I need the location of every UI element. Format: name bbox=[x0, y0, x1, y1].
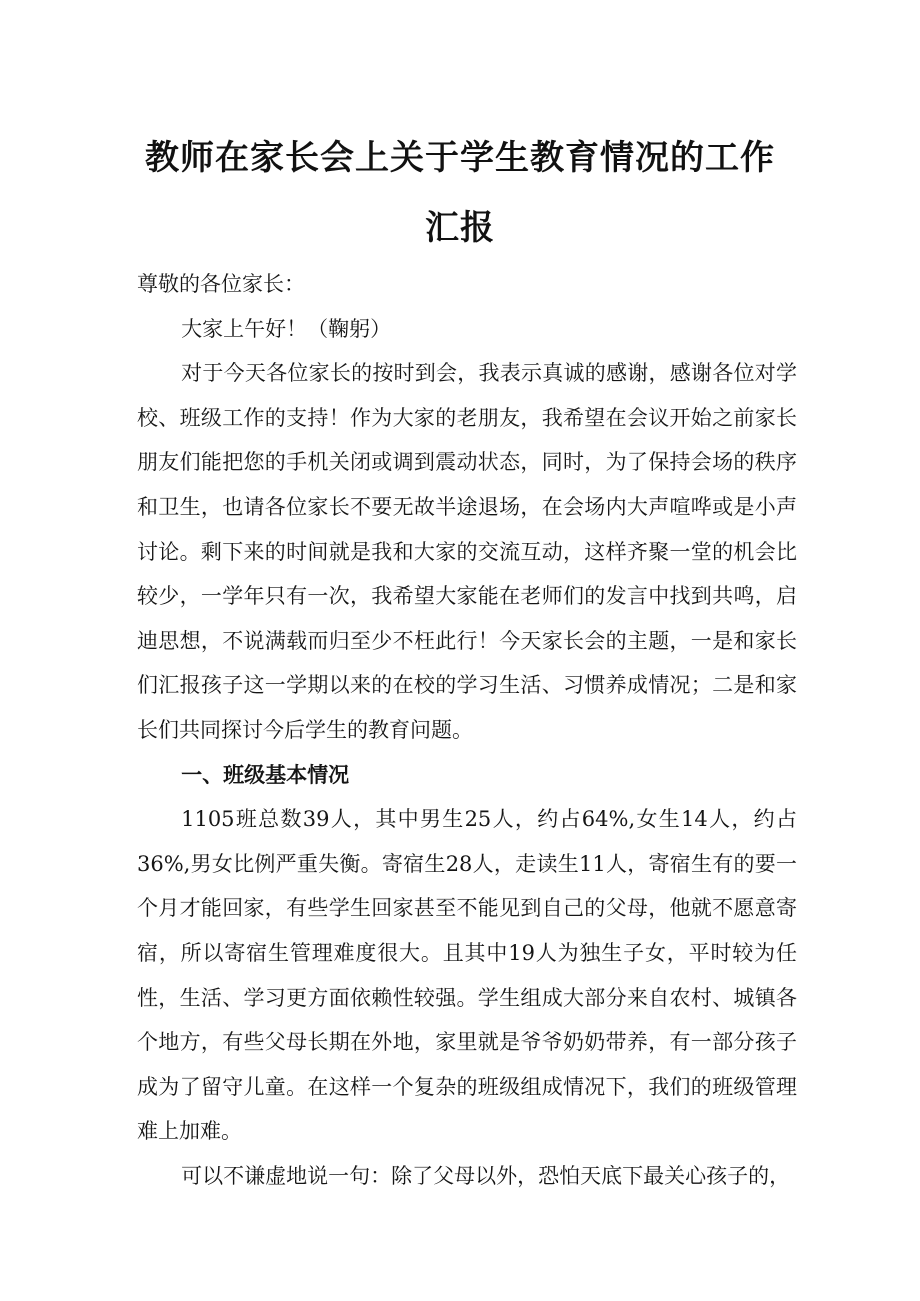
section-heading-class-info: 一、班级基本情况 bbox=[181, 762, 350, 787]
document-title-line-1: 教师在家长会上关于学生教育情况的工作 bbox=[145, 138, 775, 178]
paragraph-closing: 可以不谦虚地说一句：除了父母以外，恐怕天底下最关心孩子的， bbox=[181, 1163, 791, 1188]
document-title-line-2: 汇报 bbox=[425, 208, 495, 248]
document-body bbox=[137, 262, 797, 1198]
paragraph-intro: 对于今天各位家长的按时到会，我表示真诚的感谢，感谢各位对学校、班级工作的支持！作为大家的老朋友，我希望在会议开始之前家长朋友们能把您的手机关闭或调到震动状态，同时，为了保持会场的秩序和卫生，也请各位家长不要无故半途退场，在会场内大声喧哗或是小声讨论。剩下来的时间就是我和大家的交流互动，这样齐聚一堂的机会比较少，一学年只有一次，我希望大家能在老师们的发言中找到共鸣，启迪思想，不说满载而归至少不枉此行！今天家长会的主题，一是和家长们汇报孩子这一学期以来的在校的学习生活、习惯养成情况；二是和家长们共同探讨今后学生的教育问题。 bbox=[137, 361, 797, 742]
salutation: 尊敬的各位家长： bbox=[137, 272, 305, 296]
paragraph-class-info: 1105班总数39人，其中男生25人，约占64%,女生14人，约占36%,男女比例严重失衡。寄宿生28人，走读生11人，寄宿生有的要一个月才能回家，有些学生回家甚至不能见到自己的父母，他就不愿意寄宿，所以寄宿生管理难度很大。且其中19人为独生子女，平时较为任性，生活、学习更方面依赖性较强。学生组成大部分来自农村、城镇各个地方，有些父母长期在外地，家里就是爷爷奶奶带养，有一部分孩子成为了留守儿童。在这样一个复杂的班级组成情况下，我们的班级管理难上加难。 bbox=[137, 807, 797, 1144]
greeting: 大家上午好！（鞠躬） bbox=[181, 316, 392, 341]
